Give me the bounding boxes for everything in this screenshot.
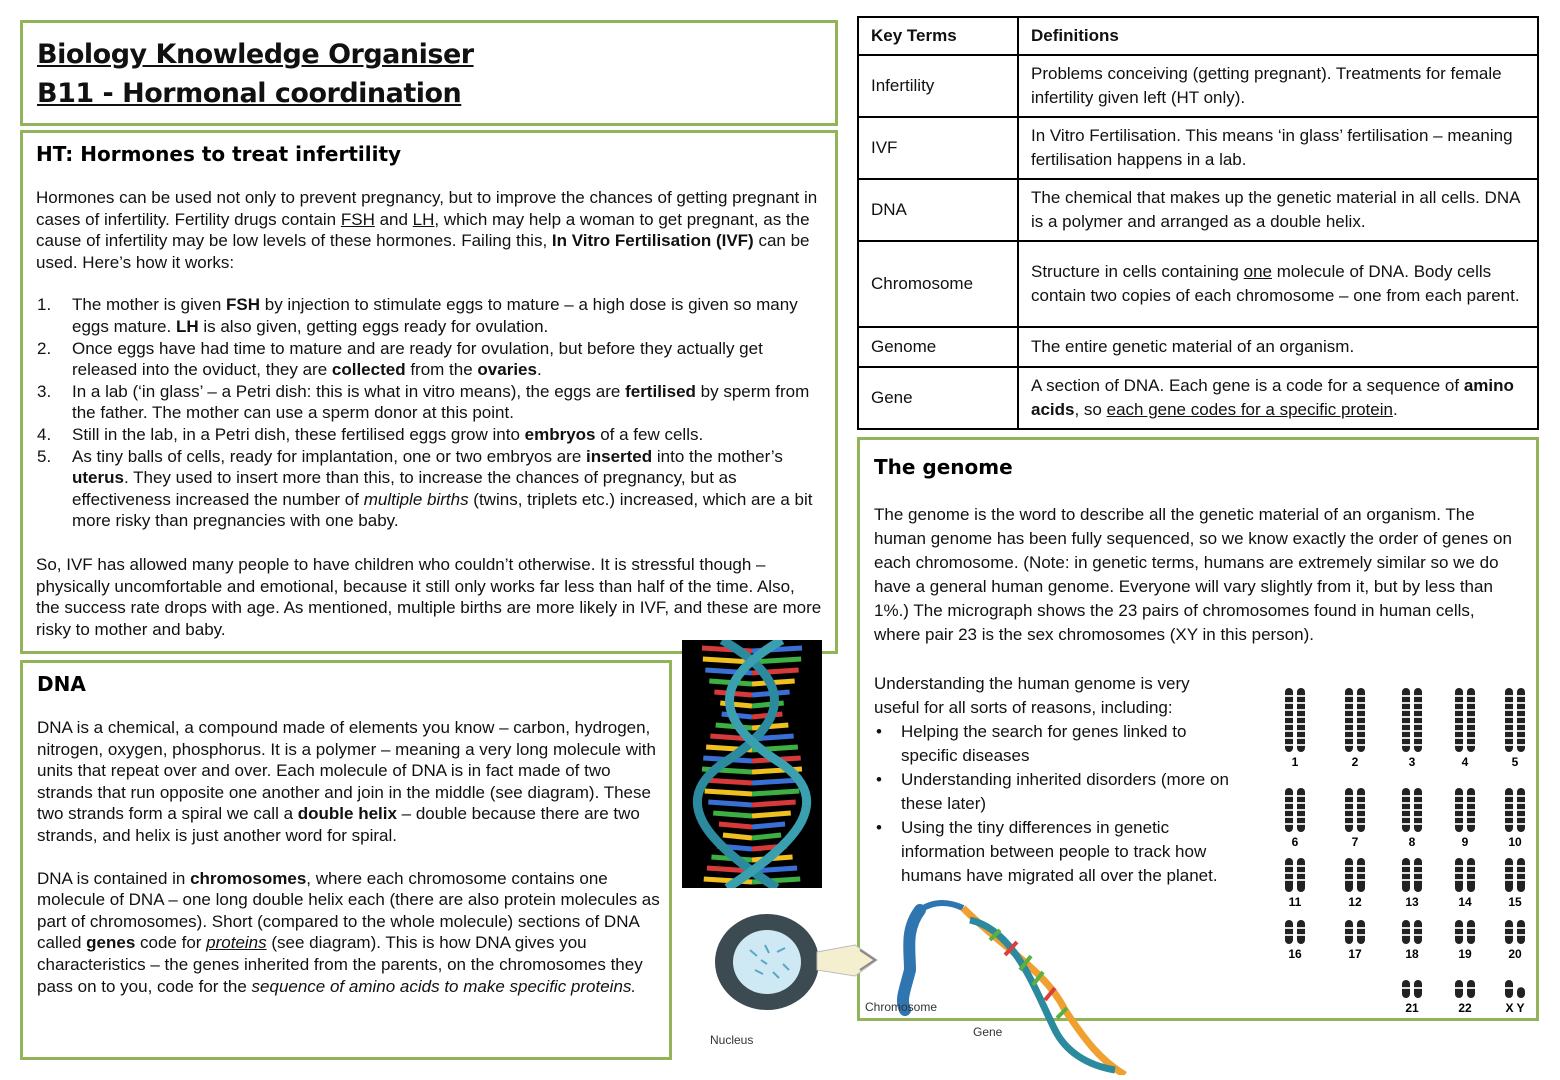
key-terms-header-row: [858, 17, 1538, 55]
page-title: Biology Knowledge Organiser: [37, 39, 474, 70]
page-subtitle: B11 - Hormonal coordination: [37, 78, 462, 109]
text-run: ovaries: [477, 360, 537, 380]
text-run: FSH: [340, 209, 375, 229]
text-run: embryos: [524, 424, 596, 444]
chromosome-number-label: 17: [1348, 947, 1362, 961]
key-term: Genome: [858, 327, 1018, 367]
text-run: fertilised: [625, 381, 696, 401]
ht-infertility-section: [20, 130, 838, 654]
step-text: [72, 382, 809, 423]
chromosome-number-label: X Y: [1505, 1001, 1525, 1015]
text-run: .: [536, 360, 542, 380]
base-pair-rung: [752, 835, 781, 838]
chromosome-pair: [1505, 980, 1525, 998]
ivf-steps-list: [36, 294, 823, 532]
dna-heading: DNA: [37, 672, 86, 696]
ivf-step: [36, 424, 823, 446]
text-run: molecule of DNA. Body cells contain two copies of each chromosome – one from each parent.: [1031, 262, 1520, 305]
text-run: , which may help a woman to get pregnant, as the cause of infertility may be low levels of these hormones. Failing this,: [36, 209, 810, 251]
ivf-step: [36, 338, 823, 381]
text-run: is also given, getting eggs ready for ovulation.: [198, 316, 549, 336]
text-run: Once eggs have had time to mature and are ready for ovulation, but before they actually get released into the oviduct, they are: [72, 338, 763, 380]
chromosome-pair: [1402, 788, 1422, 832]
step-number: 5.: [37, 446, 52, 466]
chromosome-pair: [1402, 858, 1422, 892]
nucleus-chromosome-gene-diagram: [705, 890, 1145, 1075]
genome-use-item: • Understanding inherited disorders (more on these later): [874, 768, 1236, 816]
nucleus-label: Nucleus: [710, 1033, 754, 1047]
base-pair-rung: [752, 703, 784, 706]
chromosome-number-label: 15: [1508, 895, 1522, 909]
text-run: LH: [412, 209, 435, 229]
chromosome-pair: [1285, 688, 1305, 752]
chromosome-number-label: 19: [1458, 947, 1472, 961]
text-run: multiple births: [363, 489, 469, 509]
text-run: into the mother’s: [652, 446, 783, 466]
chromosome-number-label: 7: [1351, 835, 1359, 849]
chromosome-pair: [1455, 980, 1475, 998]
base-pair-rung: [752, 791, 799, 794]
chromosome-number-label: 4: [1461, 755, 1469, 769]
key-term: Gene: [858, 367, 1018, 429]
chromosome-number-label: 5: [1511, 755, 1519, 769]
text-run: A section of DNA. Each gene is a code for a sequence of: [1031, 376, 1464, 395]
dna-paragraph-1: [37, 717, 662, 847]
key-term-row: [858, 117, 1538, 179]
chromosome-number-label: 11: [1288, 895, 1302, 909]
step-number: 1.: [37, 295, 52, 315]
base-pair-rung: [719, 824, 752, 827]
genome-paragraph-2: Understanding the human genome is very useful for all sorts of reasons, including:: [874, 674, 1190, 717]
text-run: double helix: [297, 804, 397, 824]
text-run: sequence of amino acids to make specific proteins.: [251, 976, 637, 996]
text-run: The entire genetic material of an organism.: [1031, 336, 1355, 356]
key-term-definition: [1018, 117, 1538, 179]
text-run: Still in the lab, in a Petri dish, these fertilised eggs grow into: [72, 424, 525, 444]
key-term-row: [858, 367, 1538, 429]
text-run: uterus: [72, 468, 124, 488]
chromosome-pair: [1285, 788, 1305, 832]
key-term-row: [858, 327, 1538, 367]
chromosome-pair: [1505, 920, 1525, 944]
text-run: from the: [405, 360, 478, 380]
genome-use-item: • Helping the search for genes linked to specific diseases: [874, 720, 1236, 768]
key-term-row: [858, 55, 1538, 117]
key-terms-header: Key Terms: [858, 17, 1018, 55]
step-number: 2.: [37, 338, 52, 358]
text-run: code for: [135, 933, 207, 953]
ivf-step: [36, 294, 823, 337]
dna-section: [20, 660, 672, 1060]
base-pair-rung: [708, 802, 752, 805]
text-run: The chemical that makes up the genetic material in all cells. DNA is a polymer and arranged as a double helix.: [1031, 188, 1520, 231]
ivf-step: [36, 381, 823, 424]
text-run: inserted: [586, 446, 653, 466]
key-term: Infertility: [858, 55, 1018, 117]
genome-uses-list: [874, 720, 1236, 888]
step-text: [72, 425, 703, 444]
text-run: FSH: [226, 295, 261, 315]
chromosome-number-label: 2: [1351, 755, 1359, 769]
text-run: can be used. Here’s how it works:: [36, 231, 810, 272]
chromosome-pair: [1505, 788, 1525, 832]
text-run: , where each chromosome contains one molecule of DNA – one long double helix each (there are also protein molecules as part of chromosomes). Short (compared to the whole molecule) sections of DNA called: [37, 868, 660, 953]
step-text: [72, 339, 763, 380]
base-pair-rung: [713, 813, 752, 816]
text-run: collected: [331, 360, 406, 380]
gene-label: Gene: [973, 1025, 1003, 1039]
text-run: , so: [1074, 399, 1107, 419]
text-run: – double because there are two strands, and helix is just another word for spiral.: [37, 804, 640, 845]
chromosome-pair: [1285, 920, 1305, 944]
base-pair-rung: [752, 813, 791, 816]
key-terms-table: [857, 16, 1539, 430]
key-term-definition: [1018, 179, 1538, 241]
chromosome-pair: [1402, 980, 1422, 998]
ivf-step: [36, 446, 823, 532]
chromosome-pair: [1505, 858, 1525, 892]
chromosome-number-label: 18: [1405, 947, 1419, 961]
chromosome-number-label: 3: [1408, 755, 1416, 769]
text-run: of a few cells.: [595, 424, 704, 444]
text-run: by sperm from the father. The mother can use a sperm donor at this point.: [72, 381, 810, 423]
chromosome-pair: [1285, 858, 1305, 892]
text-run: DNA is contained in: [37, 868, 191, 888]
chromosome-pair: [1345, 788, 1365, 832]
text-run: Problems conceiving (getting pregnant). Treatments for female infertility given left (HT only).: [1031, 64, 1502, 107]
text-run: LH: [175, 316, 199, 336]
text-run: .: [1392, 399, 1398, 419]
ht-heading: HT: Hormones to treat infertility: [36, 142, 402, 166]
chromosome-number-label: 20: [1508, 947, 1522, 961]
base-pair-rung: [723, 835, 752, 838]
chromosome-number-label: 9: [1461, 835, 1469, 849]
chromosome-pair: [1402, 920, 1422, 944]
karyotype-micrograph: [1270, 680, 1532, 1025]
chromosome-label: Chromosome: [865, 1000, 938, 1014]
text-run: In Vitro Fertilisation (IVF): [551, 231, 754, 251]
text-run: The mother is given: [72, 295, 227, 315]
text-run: and: [374, 209, 413, 229]
dna-double-helix-image: [682, 640, 822, 888]
chromosome-number-label: 8: [1408, 835, 1416, 849]
chromosome-pair: [1345, 858, 1365, 892]
key-term-definition: [1018, 241, 1538, 327]
step-number: 4.: [37, 424, 52, 444]
text-run: by injection to stimulate eggs to mature – a high dose is given so many eggs mature.: [72, 295, 798, 336]
genome-use-item: • Using the tiny differences in genetic information between people to track how humans have migrated all over the planet.: [874, 816, 1236, 888]
text-run: (twins, triplets etc.) increased, which are a bit more risky than pregnancies with one baby.: [72, 489, 813, 531]
ht-outro: So, IVF has allowed many people to have children who couldn’t otherwise. It is stressful though – physically uncomfortable and emotional, because it still only works far less than half of the time. Also, the success rate drops with age. As mentioned, multiple births are more likely in IVF, and these are more risky to mother and baby.: [36, 554, 822, 639]
text-run: Structure in cells containing: [1031, 262, 1244, 281]
chromosome-pair: [1505, 688, 1525, 752]
text-run: DNA is a chemical, a compound made of elements you know – carbon, hydrogen, nitrogen, oxygen, phosphorus. It is a polymer – meaning a very long molecule with units that repeat over and over. Each molecule of DNA is in fact made of two strands that run opposite one another and join in the middle (see diagram). These two strands form a spiral we call a: [37, 718, 656, 824]
text-run: (see diagram). This is how DNA gives you characteristics – the genes inherited from the parents, on the chromosomes they pass on to you, code for the: [37, 933, 643, 996]
key-term: DNA: [858, 179, 1018, 241]
chromosome-pair: [1455, 920, 1475, 944]
chromosome-number-label: 6: [1291, 835, 1299, 849]
step-number: 3.: [37, 381, 52, 401]
chromosome-pair: [1455, 858, 1475, 892]
chromosome-number-label: 16: [1288, 947, 1302, 961]
chromosome-number-label: 12: [1348, 895, 1362, 909]
chromosome-number-label: 22: [1458, 1001, 1472, 1015]
chromosome-pair: [1455, 688, 1475, 752]
step-text: [72, 447, 813, 531]
base-pair-rung: [752, 824, 785, 827]
text-run: one: [1243, 262, 1272, 281]
base-pair-rung: [705, 791, 752, 794]
chromosome-pair: [1402, 688, 1422, 752]
text-run: amino acids: [1031, 376, 1514, 419]
text-run: genes: [86, 933, 136, 953]
key-term: Chromosome: [858, 241, 1018, 327]
chromosome-number-label: 10: [1508, 835, 1522, 849]
ht-intro: [36, 187, 823, 273]
chromosome-number-label: 14: [1458, 895, 1472, 909]
text-run: each gene codes for a specific protein: [1106, 399, 1393, 419]
definitions-header: Definitions: [1018, 17, 1538, 55]
text-run: chromosomes: [190, 868, 307, 888]
text-run: proteins: [206, 933, 267, 953]
step-text: [72, 295, 798, 336]
text-run: Hormones can be used not only to prevent pregnancy, but to improve the chances of getting pregnant in cases of infertility. Fertility drugs contain: [36, 188, 818, 229]
text-run: In a lab (‘in glass’ – a Petri dish: this is what in vitro means), the eggs are: [72, 381, 626, 401]
base-pair-rung: [752, 802, 796, 805]
genome-paragraph-1: The genome is the word to describe all the genetic material of an organism. The human genome has been fully sequenced, so we know exactly the order of genes on each chromosome. (Note: in genetic terms, humans are extremely similar so we do have a general human genome. Everyone will vary slightly from it, but by less than 1%.) The micrograph shows the 23 pairs of chromosomes found in human cells, where pair 23 is the sex chromosomes (XY in this person).: [874, 505, 1512, 644]
dna-paragraph-2: [37, 868, 662, 998]
chromosome-number-label: 1: [1291, 755, 1299, 769]
chromosome-pair: [1345, 920, 1365, 944]
key-term-definition: [1018, 327, 1538, 367]
base-pair-rung: [720, 703, 752, 706]
title-box: [20, 20, 838, 126]
text-run: . They used to insert more than this, to increase the chances of pregnancy, but as effectiveness increased the number of: [72, 468, 737, 509]
key-term-definition: [1018, 55, 1538, 117]
key-term-row: [858, 179, 1538, 241]
chromosome-pair: [1455, 788, 1475, 832]
key-term-definition: [1018, 367, 1538, 429]
key-term: IVF: [858, 117, 1018, 179]
text-run: In Vitro Fertilisation. This means ‘in glass’ fertilisation – meaning fertilisation happens in a lab.: [1031, 126, 1513, 169]
genome-heading: The genome: [874, 455, 1013, 479]
chromosome-pair: [1345, 688, 1365, 752]
text-run: As tiny balls of cells, ready for implantation, one or two embryos are: [72, 446, 587, 466]
chromosome-number-label: 21: [1405, 1001, 1419, 1015]
key-term-row: [858, 241, 1538, 327]
chromosome-number-label: 13: [1405, 895, 1419, 909]
